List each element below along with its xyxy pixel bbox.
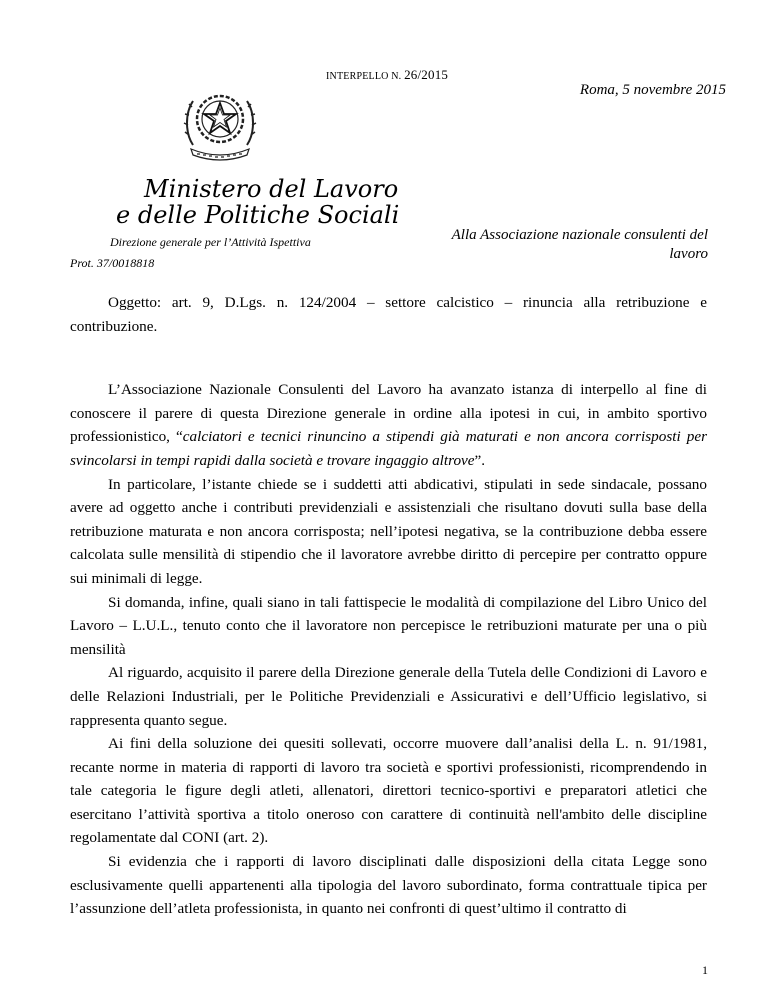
paragraph-1-end: ”. <box>474 451 486 469</box>
paragraph-4: Al riguardo, acquisito il parere della Direzione generale della Tutela delle Condizioni di Lavoro e delle Relazioni Industriali, per le Politiche Previdenziali e Assicurativi e dell’Ufficio legislativo, si rappresenta quanto segue. <box>70 664 707 729</box>
paragraph-1 <box>70 378 707 472</box>
page-number: 1 <box>702 963 708 977</box>
recipient-address: Alla Associazione nazionale consulenti del lavoro <box>451 227 708 262</box>
interpello-number <box>326 67 448 83</box>
ministry-logotype <box>116 176 399 228</box>
protocol-number: Prot. 37/0018818 <box>70 256 155 270</box>
paragraph-1-text: L’Associazione Nazionale Consulenti del Lavoro ha avanzato istanza di interpello al fine di conoscere il parere di questa Direzione generale in ordine alla ipotesi in cui, in ambito sportivo professionistico, “ <box>70 381 707 446</box>
quoted-request: calciatori e tecnici rinuncino a stipendi già maturati e non ancora corrisposti per svincolarsi in tempi rapidi dalla società e trovare ingaggio altrove <box>70 428 708 469</box>
interpello-label: INTERPELLO N. <box>326 71 402 82</box>
document-date: Roma, 5 novembre 2015 <box>579 82 726 98</box>
italian-republic-emblem-icon <box>183 83 257 163</box>
ministry-name-line-2: e delle Politiche Sociali <box>116 201 400 229</box>
paragraph-3: Si domanda, infine, quali siano in tali fattispecie le modalità di compilazione del Libro Unico del Lavoro – L.U.L., tenuto conto che il lavoratore non percepisce le retribuzioni maturate per una o più mensilità <box>70 593 707 658</box>
letter-body <box>70 287 707 921</box>
subject-line: Oggetto: art. 9, D.Lgs. n. 124/2004 – settore calcistico – rinuncia alla retribuzione e contribuzione. <box>70 294 707 335</box>
paragraph-5: Ai fini della soluzione dei quesiti sollevati, occorre muovere dall’analisi della L. n. 91/1981, recante norme in materia di rapporti di lavoro tra società e sportivi professionisti, ricomprendendo in tale categoria le figure degli atleti, allenatori, direttori tecnico-sportivi e preparatori atletici che esercitano l’attività sportiva a titolo oneroso con carattere di continuità nell'ambito delle discipline regolamentate dal CONI (art. 2). <box>70 735 707 847</box>
department-name: Direzione generale per l’Attività Ispettiva <box>110 235 311 249</box>
paragraph-2: In particolare, l’istante chiede se i suddetti atti abdicativi, stipulati in sede sindacale, possano avere ad oggetto anche i contributi previdenziali e assistenziali che risultano dovuti sulla base della retribuzione maturata e non ancora corrisposta; nell’ipotesi negativa, se la contribuzione debba essere calcolata sulle mensilità di stipendio che il lavoratore avrebbe diritto di percepire per contratto oppure sui minimali di legge. <box>70 475 707 587</box>
paragraph-6: Si evidenzia che i rapporti di lavoro disciplinati dalle disposizioni della citata Legge sono esclusivamente quelli appartenenti alla tipologia del lavoro subordinato, forma contrattuale tipica per l’assunzione dell’atleta professionista, in quanto nei confronti di quest’ultimo il contratto di <box>70 853 707 918</box>
ministry-name-line-1: Ministero del Lavoro <box>144 175 399 203</box>
interpello-value: 26/2015 <box>404 67 449 82</box>
